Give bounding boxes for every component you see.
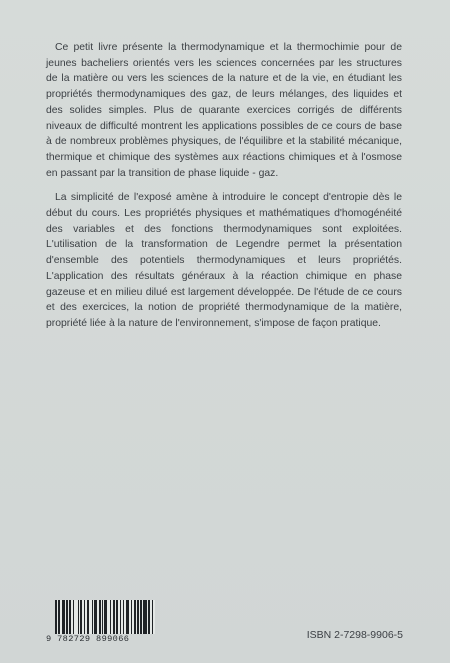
- barcode-bar: [153, 600, 154, 634]
- blurb-text: [46, 40, 402, 341]
- barcode: [46, 600, 156, 648]
- barcode-bars: [55, 600, 155, 634]
- isbn-label: ISBN 2-7298-9906-5: [306, 629, 403, 641]
- barcode-digits: 9 782729 899066: [46, 634, 130, 644]
- paragraph-1: Ce petit livre présente la thermodynamique et la thermochimie pour de jeunes bacheliers orientés vers les sciences concernées par les structures de la matière ou vers les sciences de la nature et de la vie, en étudiant les propriétés thermodynamiques des gaz, de leurs mélanges, des liquides et des solides simples. Plus de quarante exercices corrigés de différents niveaux de difficulté montrent les applications possibles de ce cours de base à de nombreux problèmes physiques, de l'équilibre et la stabilité mécanique, thermique et chimique des systèmes aux réactions chimiques et à l'osmose en passant par la transition de phase liquide - gaz.: [46, 42, 402, 179]
- paragraph-2: La simplicité de l'exposé amène à introduire le concept d'entropie dès le début du cours. Les propriétés physiques et mathématiques d'homogénéité des variables et des fonctions thermodynamiques sont exploitées. L'utilisation de la transformation de Legendre permet la présentation d'ensemble des potentiels thermodynamiques et leurs propriétés. L'application des résultats généraux à la réaction chimique en phase gazeuse et en milieu dilué est largement développée. De l'étude de ce cours et des exercices, la notion de propriété thermodynamique de la matière, propriété liée à la nature de l'environnement, s'impose de façon pratique.: [46, 192, 402, 329]
